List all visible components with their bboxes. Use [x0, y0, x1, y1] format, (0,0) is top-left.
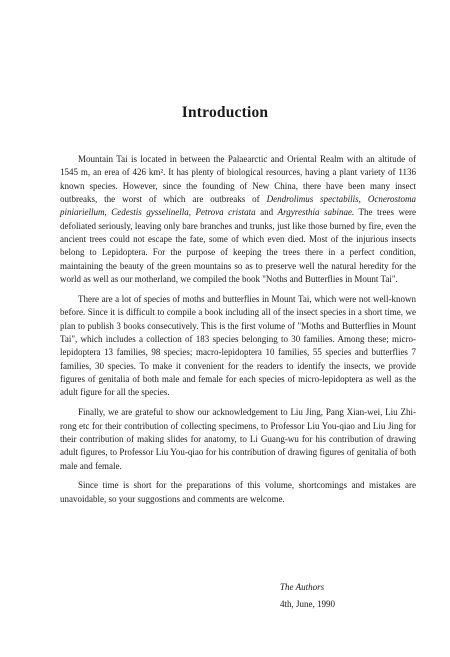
paragraph-species: [60, 293, 416, 400]
text-segment: and: [255, 207, 278, 218]
text-segment: Finally, we are grateful to show our acknowledgement to Liu Jing, Pang Xian-wei, Liu Zhi-rong etc for their contribution of collecting specimens, to Professor Liu You-qiao and Liu Jing for their contribution of making slides for anatomy, to Li Guang-wu for his contribution of drawing adult figures, to Professor Liu You-qiao for his contribution of drawing figures of genitalia of both male and female.: [60, 407, 416, 471]
paragraph-location: [60, 153, 416, 286]
text-segment: Since time is short for the preparations of this volume, shortcomings and mistakes are unavoidable, so your suggostions and comments are welcome.: [60, 480, 416, 504]
species-names-italic: Dendrolimus spectabilis, Ocnerostoma piniariellum, Cedestis gysselinella, Petrova cristata: [60, 194, 416, 218]
body-text: [60, 153, 416, 513]
page-title: Introduction: [181, 104, 269, 121]
paragraph-closing: [60, 479, 416, 506]
text-segment: Mountain Tai is located in between the Palaearctic and Oriental Realm with an altitude of 1545 m, an erea of 426 km². It has plenty of biological resources, having a plant variety of 1136 known species. However, since the founding of New China, there have been many insect outbreaks, the worst of which are outbreaks of: [60, 154, 416, 205]
text-segment: The trees were defoliated seriously, leaving only bare branches and trunks, just like those burned by fire, even the ancient trees could not escape the fate, some of which even died. Most of the injurious insects belong to Lepidoptera. For the purpose of keeping the trees there in a perfect condition, maintaining the beauty of the green mountains so as to preserve well the natural heredity for the world as well as our motherland, we compiled the book "Noths and Butterflies in Mount Tai".: [60, 207, 417, 285]
paragraph-acknowledgement: [60, 406, 416, 473]
signature-block: [280, 579, 335, 612]
text-segment: There are a lot of species of moths and butterflies in Mount Tai, which were not well-known before. Since it is difficult to compile a book including all of the insect species in a short time, we plan to publish 3 books consecutively. This is the first volume of "Moths and Butterflies in Mount Tai", which includes a collection of 183 species belonging to 30 families. Among these; micro-lepidoptera 13 families, 98 species; macro-lepidoptera 10 families, 55 species and butterflies 7 families, 30 species. To make it convenient for the readers to identify the insects, we provide figures of genitalia of both male and female for each species of micro-lepidoptera as well as the adult figure for all the species.: [60, 293, 416, 398]
species-name-italic: Argyresthia sabinae.: [277, 207, 355, 218]
signature-date: 4th, June, 1990: [280, 598, 335, 609]
signature-authors: The Authors: [280, 582, 325, 592]
